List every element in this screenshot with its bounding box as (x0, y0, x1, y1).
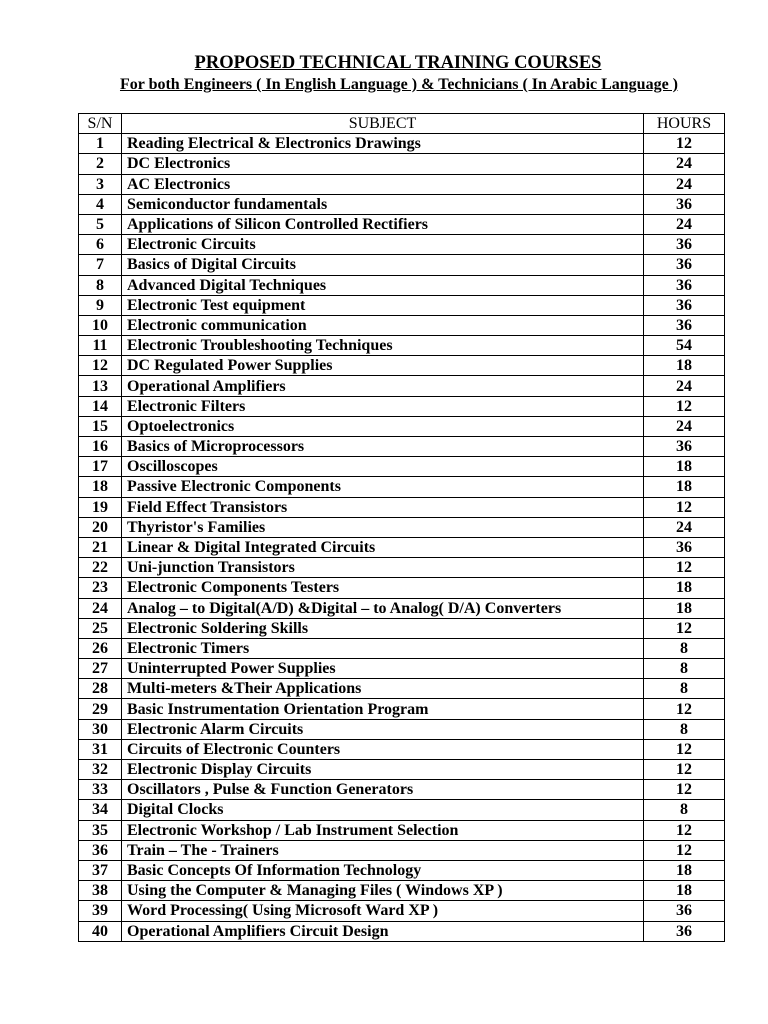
table-row (79, 679, 725, 699)
table-row (79, 457, 725, 477)
row-hours: 12 (644, 780, 725, 800)
row-subject: Electronic Workshop / Lab Instrument Selection (122, 820, 644, 840)
table-row (79, 517, 725, 537)
row-sn: 6 (79, 235, 122, 255)
row-hours: 8 (644, 659, 725, 679)
row-sn: 9 (79, 295, 122, 315)
row-sn: 39 (79, 901, 122, 921)
table-row (79, 901, 725, 921)
row-sn: 5 (79, 214, 122, 234)
row-hours: 8 (644, 800, 725, 820)
row-subject: Oscilloscopes (122, 457, 644, 477)
row-sn: 38 (79, 881, 122, 901)
row-sn: 20 (79, 517, 122, 537)
row-subject: Analog – to Digital(A/D) &Digital – to Analog( D/A) Converters (122, 598, 644, 618)
table-row (79, 537, 725, 557)
table-row (79, 558, 725, 578)
row-hours: 54 (644, 336, 725, 356)
table-row (79, 154, 725, 174)
row-hours: 18 (644, 578, 725, 598)
row-hours: 36 (644, 921, 725, 941)
row-hours: 36 (644, 235, 725, 255)
row-subject: Applications of Silicon Controlled Rectifiers (122, 214, 644, 234)
row-subject: Linear & Digital Integrated Circuits (122, 537, 644, 557)
row-hours: 18 (644, 598, 725, 618)
row-hours: 24 (644, 517, 725, 537)
row-hours: 36 (644, 275, 725, 295)
table-row (79, 396, 725, 416)
row-hours: 24 (644, 174, 725, 194)
table-row (79, 719, 725, 739)
row-hours: 12 (644, 618, 725, 638)
row-hours: 24 (644, 214, 725, 234)
table-row (79, 800, 725, 820)
table-row (79, 820, 725, 840)
table-row (79, 275, 725, 295)
row-subject: Train – The - Trainers (122, 840, 644, 860)
row-sn: 33 (79, 780, 122, 800)
row-sn: 32 (79, 760, 122, 780)
row-subject: Electronic communication (122, 315, 644, 335)
row-subject: DC Electronics (122, 154, 644, 174)
row-sn: 23 (79, 578, 122, 598)
row-hours: 18 (644, 860, 725, 880)
row-sn: 37 (79, 860, 122, 880)
row-sn: 21 (79, 537, 122, 557)
row-sn: 24 (79, 598, 122, 618)
row-sn: 15 (79, 416, 122, 436)
row-sn: 34 (79, 800, 122, 820)
row-subject: DC Regulated Power Supplies (122, 356, 644, 376)
row-subject: Passive Electronic Components (122, 477, 644, 497)
row-subject: Field Effect Transistors (122, 497, 644, 517)
table-row (79, 336, 725, 356)
row-sn: 7 (79, 255, 122, 275)
table-row (79, 134, 725, 154)
row-sn: 19 (79, 497, 122, 517)
table-row (79, 760, 725, 780)
table-row (79, 437, 725, 457)
table-row (79, 194, 725, 214)
row-subject: Word Processing( Using Microsoft Ward XP ) (122, 901, 644, 921)
table-row (79, 497, 725, 517)
row-sn: 25 (79, 618, 122, 638)
table-header-row (79, 114, 725, 134)
header-sn: S/N (79, 114, 122, 134)
table-row (79, 618, 725, 638)
table-row (79, 840, 725, 860)
row-sn: 28 (79, 679, 122, 699)
table-row (79, 477, 725, 497)
row-hours: 36 (644, 315, 725, 335)
row-sn: 10 (79, 315, 122, 335)
table-row (79, 578, 725, 598)
row-sn: 27 (79, 659, 122, 679)
row-subject: Electronic Filters (122, 396, 644, 416)
row-hours: 8 (644, 719, 725, 739)
row-sn: 14 (79, 396, 122, 416)
row-hours: 12 (644, 396, 725, 416)
table-row (79, 416, 725, 436)
table-row (79, 881, 725, 901)
row-hours: 18 (644, 356, 725, 376)
row-sn: 40 (79, 921, 122, 941)
row-subject: Basics of Microprocessors (122, 437, 644, 457)
row-sn: 30 (79, 719, 122, 739)
row-sn: 11 (79, 336, 122, 356)
row-hours: 24 (644, 376, 725, 396)
row-sn: 18 (79, 477, 122, 497)
table-row (79, 739, 725, 759)
row-sn: 36 (79, 840, 122, 860)
row-hours: 24 (644, 154, 725, 174)
row-hours: 12 (644, 699, 725, 719)
row-subject: Basic Concepts Of Information Technology (122, 860, 644, 880)
table-row (79, 295, 725, 315)
header-hours: HOURS (644, 114, 725, 134)
row-sn: 1 (79, 134, 122, 154)
row-sn: 8 (79, 275, 122, 295)
table-body (79, 134, 725, 942)
row-sn: 17 (79, 457, 122, 477)
row-subject: Basic Instrumentation Orientation Program (122, 699, 644, 719)
row-subject: Using the Computer & Managing Files ( Windows XP ) (122, 881, 644, 901)
row-hours: 36 (644, 901, 725, 921)
row-subject: Oscillators , Pulse & Function Generators (122, 780, 644, 800)
table-row (79, 174, 725, 194)
table-row (79, 214, 725, 234)
row-subject: Digital Clocks (122, 800, 644, 820)
table-row (79, 235, 725, 255)
row-subject: Electronic Circuits (122, 235, 644, 255)
table-row (79, 315, 725, 335)
table-row (79, 860, 725, 880)
row-subject: Operational Amplifiers (122, 376, 644, 396)
row-subject: Multi-meters &Their Applications (122, 679, 644, 699)
row-subject: Reading Electrical & Electronics Drawings (122, 134, 644, 154)
row-subject: Uninterrupted Power Supplies (122, 659, 644, 679)
row-hours: 18 (644, 881, 725, 901)
header-subject: SUBJECT (122, 114, 644, 134)
row-hours: 36 (644, 537, 725, 557)
row-subject: Uni-junction Transistors (122, 558, 644, 578)
row-hours: 18 (644, 457, 725, 477)
table-row (79, 780, 725, 800)
row-hours: 12 (644, 558, 725, 578)
row-subject: Electronic Timers (122, 638, 644, 658)
table-row (79, 659, 725, 679)
row-sn: 31 (79, 739, 122, 759)
row-sn: 12 (79, 356, 122, 376)
row-hours: 36 (644, 295, 725, 315)
row-subject: Operational Amplifiers Circuit Design (122, 921, 644, 941)
row-hours: 36 (644, 194, 725, 214)
row-sn: 3 (79, 174, 122, 194)
page-subtitle: For both Engineers ( In English Language ) & Technicians ( In Arabic Language ) (119, 76, 679, 93)
courses-table (78, 113, 725, 942)
row-hours: 8 (644, 679, 725, 699)
table-row (79, 255, 725, 275)
row-sn: 22 (79, 558, 122, 578)
row-hours: 12 (644, 497, 725, 517)
row-sn: 4 (79, 194, 122, 214)
table-row (79, 598, 725, 618)
row-subject: Electronic Components Testers (122, 578, 644, 598)
row-hours: 12 (644, 134, 725, 154)
row-sn: 2 (79, 154, 122, 174)
table-row (79, 376, 725, 396)
row-subject: Electronic Soldering Skills (122, 618, 644, 638)
table-row (79, 356, 725, 376)
row-sn: 29 (79, 699, 122, 719)
page-title: PROPOSED TECHNICAL TRAINING COURSES (194, 53, 602, 73)
row-hours: 24 (644, 416, 725, 436)
row-hours: 12 (644, 820, 725, 840)
row-subject: Electronic Troubleshooting Techniques (122, 336, 644, 356)
row-hours: 12 (644, 760, 725, 780)
row-subject: AC Electronics (122, 174, 644, 194)
row-subject: Optoelectronics (122, 416, 644, 436)
table-row (79, 638, 725, 658)
row-sn: 16 (79, 437, 122, 457)
row-hours: 8 (644, 638, 725, 658)
row-subject: Electronic Display Circuits (122, 760, 644, 780)
row-sn: 13 (79, 376, 122, 396)
row-subject: Advanced Digital Techniques (122, 275, 644, 295)
row-subject: Semiconductor fundamentals (122, 194, 644, 214)
row-hours: 36 (644, 437, 725, 457)
row-subject: Circuits of Electronic Counters (122, 739, 644, 759)
row-hours: 12 (644, 840, 725, 860)
row-hours: 12 (644, 739, 725, 759)
row-subject: Electronic Alarm Circuits (122, 719, 644, 739)
row-sn: 35 (79, 820, 122, 840)
row-sn: 26 (79, 638, 122, 658)
row-hours: 36 (644, 255, 725, 275)
table-row (79, 699, 725, 719)
row-subject: Thyristor's Families (122, 517, 644, 537)
row-subject: Basics of Digital Circuits (122, 255, 644, 275)
table-row (79, 921, 725, 941)
row-subject: Electronic Test equipment (122, 295, 644, 315)
row-hours: 18 (644, 477, 725, 497)
